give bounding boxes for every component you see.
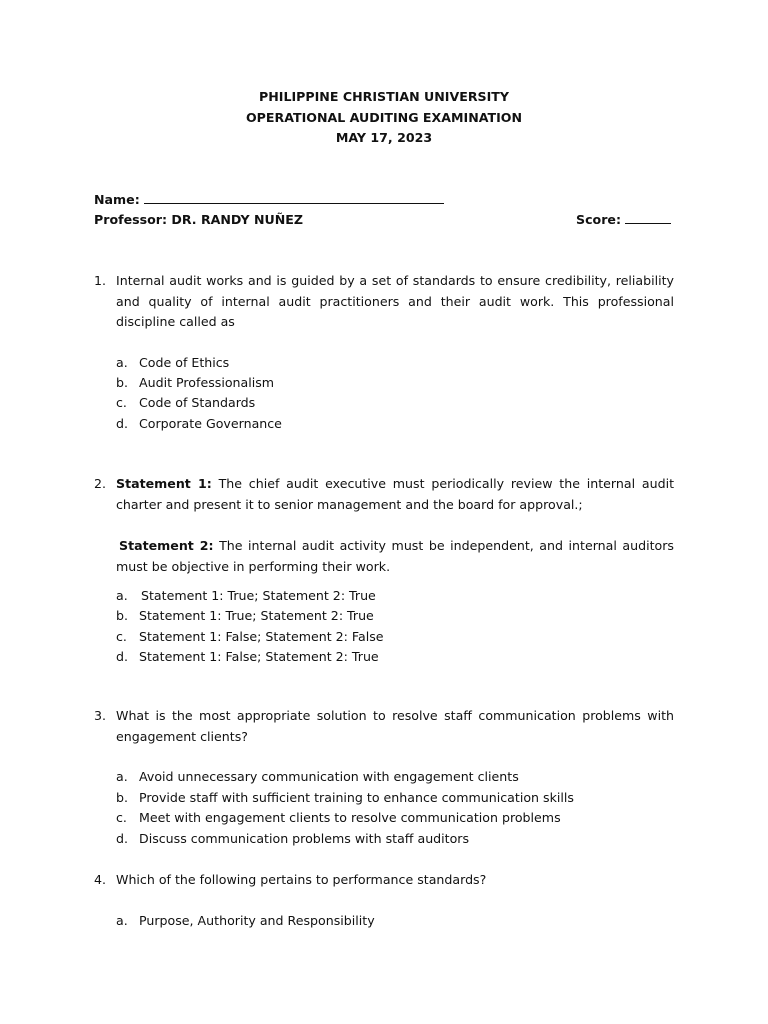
score-label: Score: — [576, 212, 621, 227]
option-letter: c. — [116, 629, 127, 644]
question-number: 3. — [94, 708, 107, 723]
exam-title: OPERATIONAL AUDITING EXAMINATION — [245, 110, 523, 125]
option-letter: c. — [116, 395, 127, 410]
score-blank-line — [625, 212, 671, 224]
name-field — [94, 192, 444, 207]
statement-2-text: The internal audit activity must be independent, and internal auditors must be objective in performing their work. — [116, 538, 674, 574]
statement-1 — [116, 474, 674, 515]
question-text: Which of the following pertains to performance standards? — [116, 872, 487, 887]
option-text: Code of Standards — [139, 395, 256, 410]
question-text: What is the most appropriate solution to resolve staff communication problems with engagement clients? — [116, 708, 674, 744]
option-text: Meet with engagement clients to resolve communication problems — [139, 810, 561, 825]
option-text: Provide staff with sufficient training to enhance communication skills — [139, 790, 574, 805]
university-title: PHILIPPINE CHRISTIAN UNIVERSITY — [259, 89, 509, 104]
option-letter: d. — [116, 831, 128, 846]
option-text: Code of Ethics — [139, 355, 230, 370]
option-text: Statement 1: True; Statement 2: True — [141, 588, 376, 603]
option-letter: a. — [116, 769, 128, 784]
option-letter: d. — [116, 416, 128, 431]
option-text: Statement 1: False; Statement 2: False — [139, 629, 384, 644]
score-field — [576, 212, 671, 227]
option-letter: d. — [116, 649, 128, 664]
option-text: Purpose, Authority and Responsibility — [139, 913, 375, 928]
statement-2 — [116, 536, 674, 577]
exam-date: MAY 17, 2023 — [335, 130, 433, 145]
option-text: Avoid unnecessary communication with engagement clients — [139, 769, 519, 784]
option-text: Discuss communication problems with staff auditors — [139, 831, 470, 846]
name-blank-line — [144, 192, 444, 204]
option-text: Statement 1: True; Statement 2: True — [139, 608, 374, 623]
option-letter: a. — [116, 355, 128, 370]
statement-1-label: Statement 1: — [116, 476, 212, 491]
option-letter: b. — [116, 375, 128, 390]
question-number: 4. — [94, 872, 107, 887]
professor-line: Professor: DR. RANDY NUÑEZ — [94, 212, 304, 227]
question-text: Internal audit works and is guided by a set of standards to ensure credibility, reliability and quality of internal audit practitioners and their audit work. This professional discipline called as — [116, 273, 674, 329]
name-label: Name: — [94, 192, 140, 207]
option-letter: c. — [116, 810, 127, 825]
statement-2-label: Statement 2: — [119, 538, 214, 553]
option-letter: b. — [116, 790, 128, 805]
statement-1-text: The chief audit executive must periodically review the internal audit charter and present it to senior management and the board for approval.; — [116, 476, 675, 512]
question-number: 1. — [94, 273, 107, 288]
option-letter: a. — [116, 588, 128, 603]
option-letter: a. — [116, 913, 128, 928]
option-text: Statement 1: False; Statement 2: True — [139, 649, 379, 664]
option-text: Corporate Governance — [139, 416, 282, 431]
option-text: Audit Professionalism — [139, 375, 275, 390]
option-letter: b. — [116, 608, 128, 623]
question-number: 2. — [94, 476, 107, 491]
